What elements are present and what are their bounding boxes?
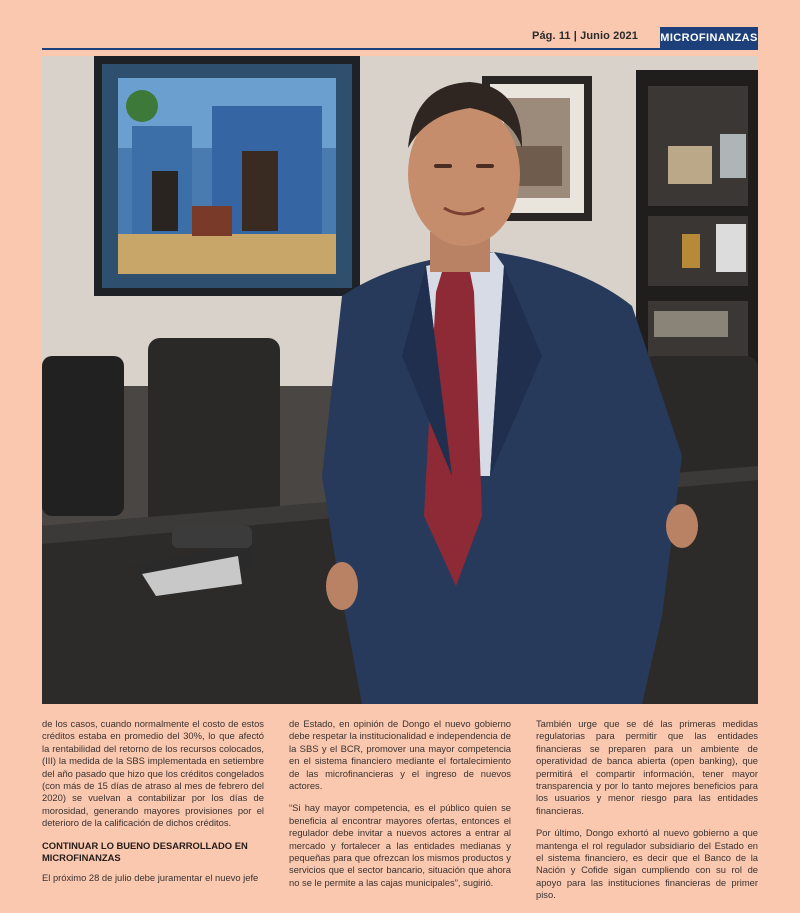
page-info: Pág. 11 | Junio 2021 <box>532 30 638 42</box>
section-heading: CONTINUAR LO BUENO DESARROLLADO EN MICROFINANZAS <box>42 839 248 864</box>
header-divider <box>42 48 758 50</box>
article-paragraph: de los casos, cuando normalmente el costo de estos créditos estaba en promedio del 30%, lo que afectó la rentabilidad del retorno de los recursos colocados, (III) la medida de la SBS implementada en setiembre del año pasado que hizo que los créditos congelados (con más de 15 días de atraso al mes de febrero del 2020) se vuelvan a contabilizar por los días de morosidad, generando mayores provisiones por el deterioro de la calificación de dichos créditos. <box>42 718 264 829</box>
article-column-2 <box>289 718 511 912</box>
article-quote: “Si hay mayor competencia, es el público quien se beneficia al encontrar mayores ofertas, entonces el regulador debe invitar a nuevos actores a entrar al mercado y fortalecer a las entidades medianas y pequeñas para que ofrezcan los mismos productos y servicios que el sector bancario, situación que ahora no se le permite a las cajas municipales”, sugirió. <box>289 802 511 888</box>
display-cabinet <box>636 70 758 384</box>
article-column-3 <box>536 718 758 912</box>
painting-large <box>94 56 360 296</box>
portrait-photo <box>42 56 758 704</box>
article-paragraph: Por último, Dongo exhortó al nuevo gobierno a que mantenga el rol regulador subsidiario del Estado en el sistema financiero, es decir que el Banco de la Nación y Cofide sigan cumpliendo con su rol de apoyo para las instituciones financieras de primer piso. <box>536 827 758 901</box>
article-paragraph: También urge que se dé las primeras medidas regulatorias para permitir que las entidades financieras se preparen para un ambiente de operatividad de banca abierta (open banking), que permitirá el compartir información, tener mayor transparencia y por lo tanto mejores beneficios para los usuarios y menor riesgo para las entidades financieras. <box>536 718 758 816</box>
article-paragraph: El próximo 28 de julio debe juramentar el nuevo jefe <box>42 872 259 884</box>
article-column-1 <box>42 718 264 912</box>
article-paragraph: de Estado, en opinión de Dongo el nuevo gobierno debe respetar la institucionalidad e independencia de la SBS y el BCR, promover una mayor competencia en el sistema financiero mediante el fortalecimiento de las microfinancieras y el ingreso de nuevos actores. <box>289 718 511 792</box>
article-columns <box>42 718 758 901</box>
brand-logo: MICROFINANZAS <box>660 27 758 48</box>
page-header <box>42 24 758 50</box>
